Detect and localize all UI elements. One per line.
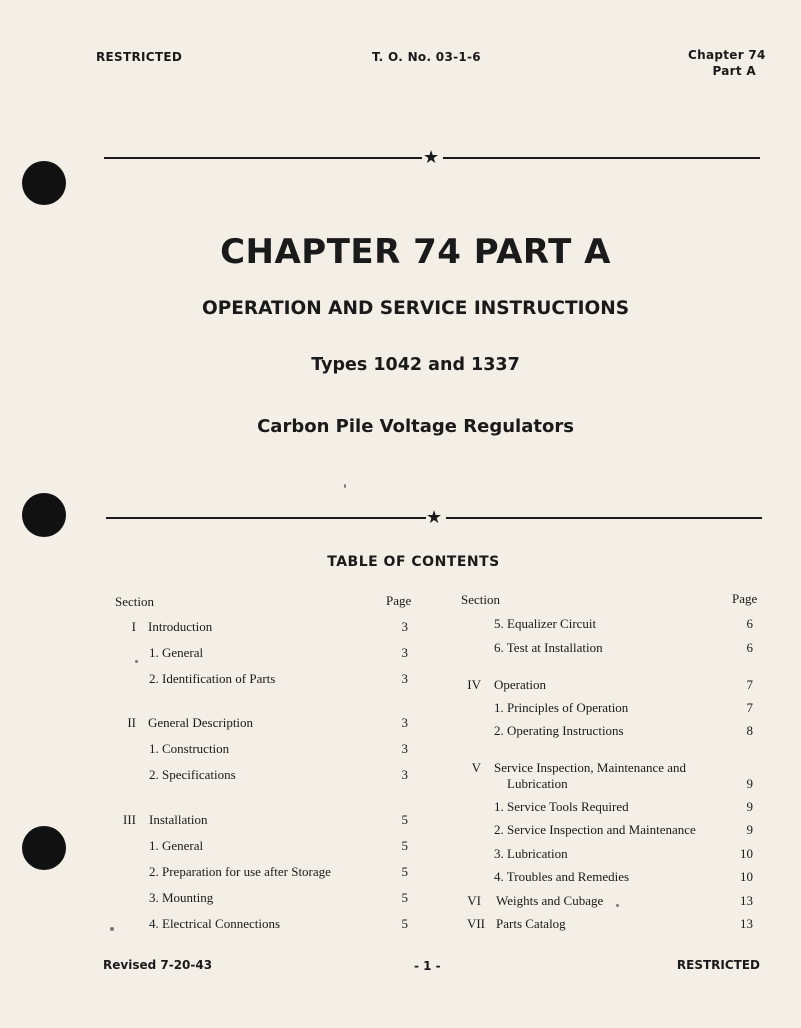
header-tech-order: T. O. No. 03-1-6 (372, 50, 481, 64)
toc-entry-label: 1. Service Tools Required (494, 799, 629, 814)
toc-right-page-header: Page (732, 591, 758, 606)
toc-entry-label: Operation (494, 677, 546, 692)
toc-entry-label: 2. Identification of Parts (149, 671, 276, 686)
toc-entry-page: 7 (746, 677, 753, 692)
header-chapter: Chapter 74 (688, 48, 766, 62)
star-icon: ★ (426, 507, 443, 528)
toc-entry-label: 1. Principles of Operation (494, 700, 629, 715)
footer-revision: Revised 7-20-43 (103, 958, 213, 972)
scan-speck (135, 660, 138, 663)
star-icon: ★ (423, 147, 440, 168)
toc-right-section-header: Section (461, 592, 500, 607)
toc-entry-label: Introduction (148, 619, 213, 634)
toc-entry-label-continued: Lubrication (507, 776, 568, 791)
toc-entry-label: 4. Electrical Connections (149, 916, 281, 931)
toc-entry-label: 3. Mounting (149, 890, 214, 905)
top-rule-right (443, 157, 760, 159)
toc-entry-label: Weights and Cubage (496, 893, 604, 908)
toc-section-number: I (131, 619, 136, 634)
header-classification: RESTRICTED (96, 50, 183, 64)
toc-entry-page: 3 (401, 715, 408, 730)
toc-entry-page: 5 (401, 890, 408, 905)
toc-entry-label: Installation (149, 812, 208, 827)
toc-entry-label: 1. General (149, 645, 204, 660)
toc-entry-label: General Description (148, 715, 254, 730)
toc-entry-page: 9 (746, 822, 753, 837)
document-subtitle: OPERATION AND SERVICE INSTRUCTIONS (201, 298, 630, 319)
toc-entry-label: 5. Equalizer Circuit (494, 616, 597, 631)
toc-entry-page: 9 (746, 799, 753, 814)
toc-entry-page: 10 (740, 846, 753, 861)
toc-section-number: III (123, 812, 136, 827)
middle-rule-left (106, 517, 426, 519)
toc-entry-label: 3. Lubrication (494, 846, 568, 861)
toc-entry-page: 13 (740, 893, 753, 908)
toc-entry-label: 2. Operating Instructions (494, 723, 624, 738)
toc-entry-page: 3 (401, 619, 408, 634)
toc-entry-page: 10 (740, 869, 753, 884)
binder-hole-top (22, 161, 66, 205)
toc-entry-page: 5 (401, 812, 408, 827)
scan-speck (344, 484, 346, 488)
toc-entry-page: 6 (746, 616, 753, 631)
toc-section-number: VI (467, 893, 481, 908)
toc-entry-page: 3 (401, 671, 408, 686)
toc-entry-page: 3 (401, 741, 408, 756)
toc-section-number: IV (467, 677, 481, 692)
toc-entry-label: 6. Test at Installation (494, 640, 603, 655)
toc-entry-page: 5 (401, 916, 408, 931)
top-rule-left (104, 157, 422, 159)
middle-rule-right (446, 517, 762, 519)
toc-entry-page: 6 (746, 640, 753, 655)
binder-hole-bottom (22, 826, 66, 870)
toc-entry-page: 5 (401, 864, 408, 879)
toc-entry-label: 2. Service Inspection and Maintenance (494, 822, 696, 837)
header-part: Part A (712, 64, 756, 78)
toc-entry-label: Parts Catalog (496, 916, 566, 931)
toc-heading: TABLE OF CONTENTS (327, 554, 500, 570)
toc-entry-page: 9 (746, 776, 753, 791)
scan-speck (110, 927, 114, 931)
types-line: Types 1042 and 1337 (311, 355, 520, 375)
toc-entry-page: 3 (401, 767, 408, 782)
toc-left-page-header: Page (386, 593, 412, 608)
product-name: Carbon Pile Voltage Regulators (257, 416, 574, 437)
toc-section-number: VII (466, 916, 485, 931)
toc-entry-page: 8 (746, 723, 753, 738)
toc-entry-page: 5 (401, 838, 408, 853)
footer-classification: RESTRICTED (676, 958, 760, 972)
scan-speck (616, 904, 619, 907)
chapter-title: CHAPTER 74 PART A (220, 232, 611, 272)
binder-hole-middle (22, 493, 66, 537)
toc-section-number: II (127, 715, 136, 730)
toc-entry-page: 3 (401, 645, 408, 660)
toc-entry-label: Service Inspection, Maintenance and (494, 760, 687, 775)
toc-entry-label: 2. Preparation for use after Storage (149, 864, 331, 879)
toc-section-number: V (471, 760, 481, 775)
toc-left-section-header: Section (115, 594, 154, 609)
footer-page-number: - 1 - (414, 959, 441, 973)
toc-entry-page: 13 (740, 916, 753, 931)
toc-entry-label: 4. Troubles and Remedies (494, 869, 630, 884)
toc-entry-label: 1. General (149, 838, 204, 853)
toc-entry-page: 7 (746, 700, 753, 715)
toc-entry-label: 2. Specifications (149, 767, 236, 782)
toc-entry-label: 1. Construction (149, 741, 230, 756)
